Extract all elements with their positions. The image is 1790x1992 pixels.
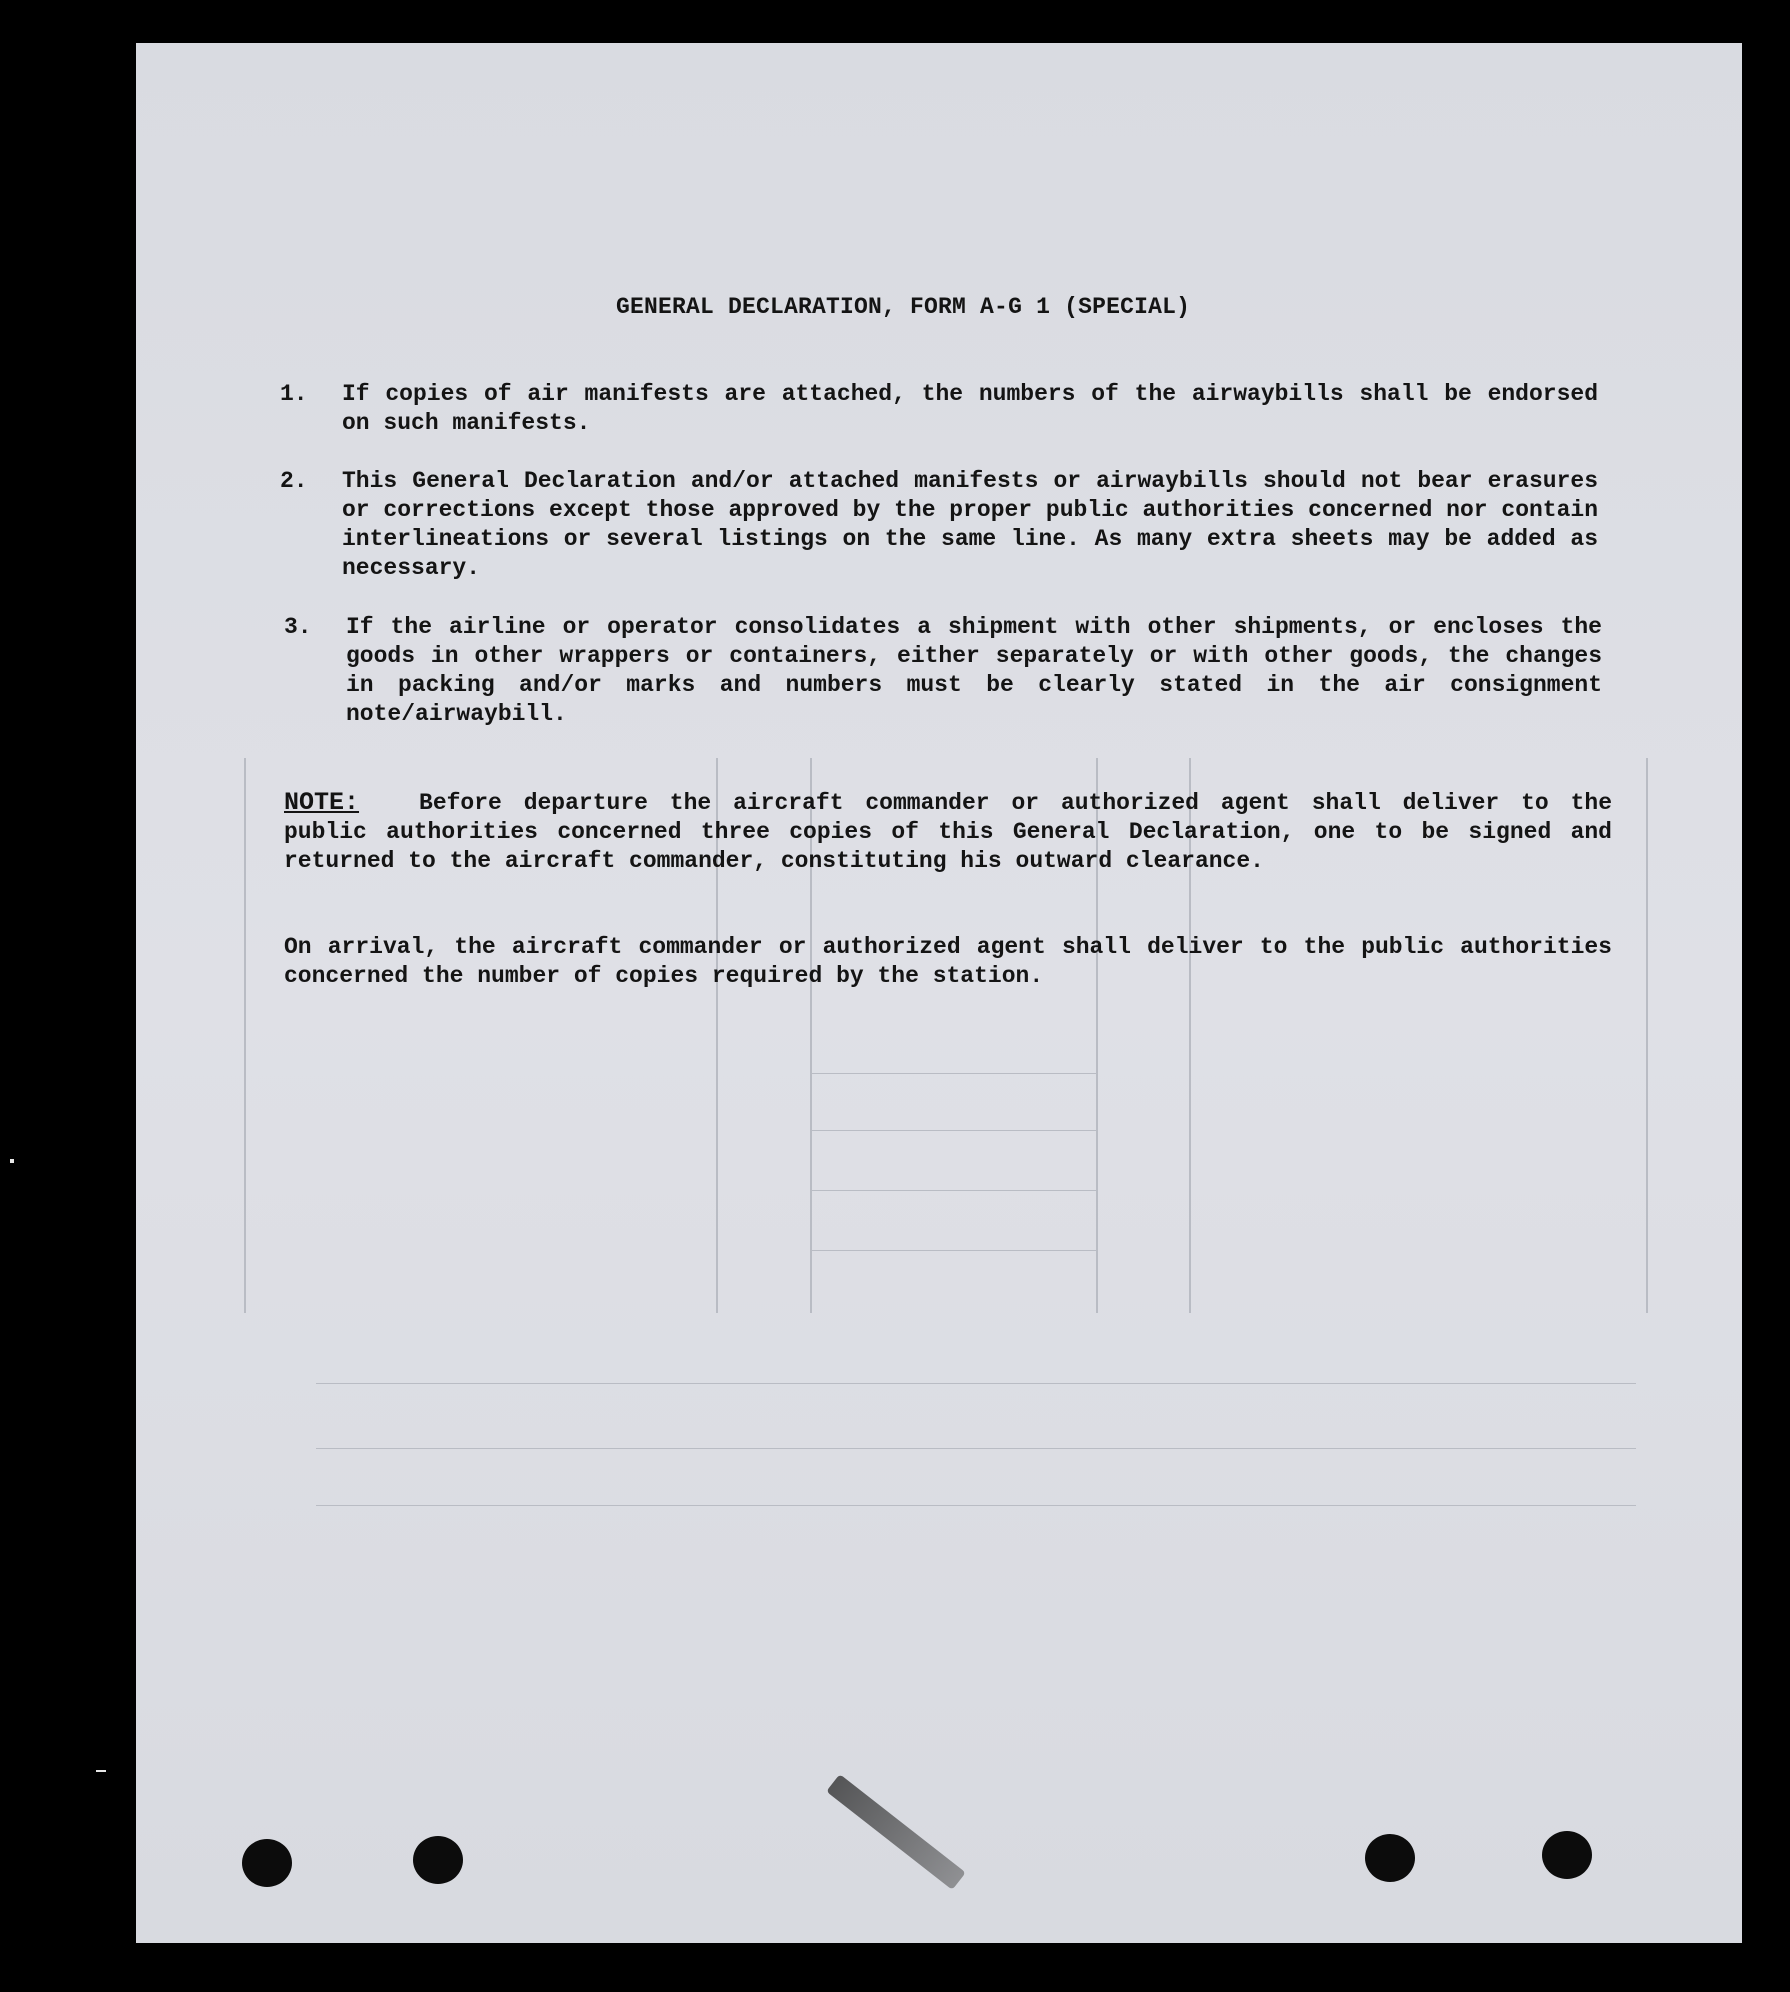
instruction-number: 3.: [284, 614, 312, 640]
note-label: NOTE:: [284, 788, 360, 817]
instruction-number: 1.: [280, 381, 308, 407]
instruction-text: This General Declaration and/or attached manifests or airwaybills should not bear erasures or corrections except those approved by the proper public authorities concerned nor contain interlineations or several listings on the same line. As many extra sheets may be added as necessary.: [342, 468, 1599, 581]
scan-speck: [96, 1770, 106, 1772]
instruction-text: If the airline or operator consolidates a shipment with other shipments, or encloses the goods in other wrappers or containers, either separately or with other goods, the changes in packing and/or marks and numbers must be clearly stated in the air consignment note/airwaybill.: [346, 614, 1602, 727]
punch-hole: [242, 1839, 292, 1887]
note-text: Before departure the aircraft commander or authorized agent shall deliver to the public authorities concerned three copies of this General Declaration, one to be signed and returned to the aircraft commander, constituting his outward clearance.: [284, 790, 1612, 874]
instruction-text: If copies of air manifests are attached, the numbers of the airwaybills shall be endorsed on such manifests.: [342, 381, 1598, 436]
punch-hole: [1542, 1831, 1592, 1879]
departure-note: [284, 788, 1612, 876]
form-title: GENERAL DECLARATION, FORM A-G 1 (SPECIAL): [616, 294, 1191, 320]
scan-speck: [10, 1159, 14, 1163]
declaration-instructions: [136, 43, 1742, 1943]
punch-hole: [413, 1836, 463, 1884]
document-page: [136, 43, 1742, 1943]
instruction-number: 2.: [280, 468, 308, 494]
punch-hole: [1365, 1834, 1415, 1882]
arrival-note: On arrival, the aircraft commander or authorized agent shall deliver to the public authorities concerned the number of copies required by the station.: [284, 934, 1612, 989]
